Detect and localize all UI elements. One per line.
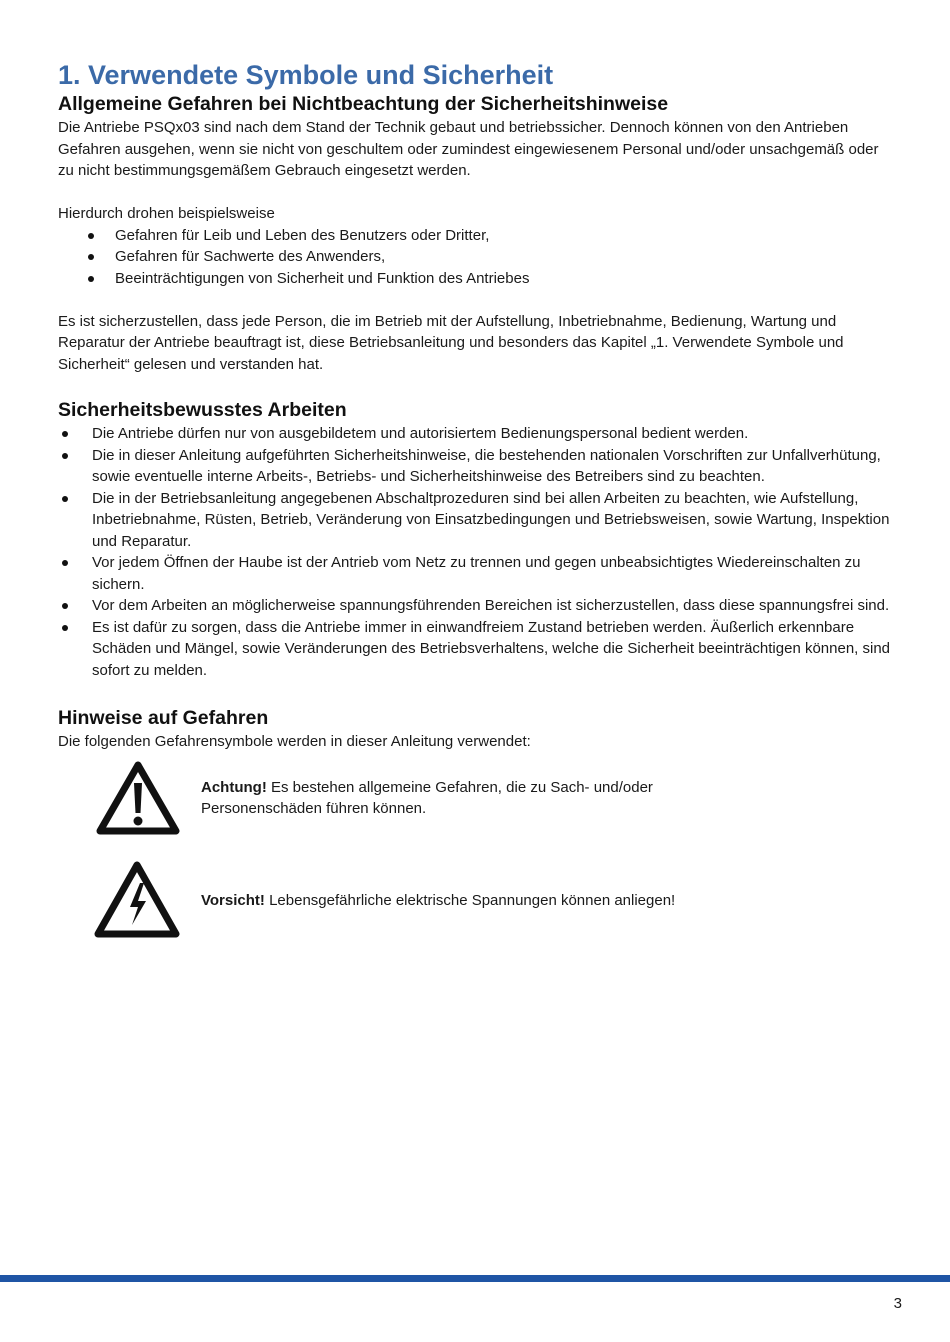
exclamation-warning-icon — [96, 761, 180, 835]
threat-list — [58, 225, 894, 290]
list-item: Gefahren für Sachwerte des Anwenders, — [58, 246, 894, 268]
hazard-label: Achtung! — [201, 778, 267, 796]
hazard-label: Vorsicht! — [201, 891, 265, 909]
list-item: Gefahren für Leib und Leben des Benutzers oder Dritter, — [58, 225, 894, 247]
list-item: Die in der Betriebsanleitung angegebenen Abschaltprozeduren sind bei allen Arbeiten zu beachten, wie Aufstellung, Inbetriebnahme, Rüsten, Betrieb, Veränderung von Einsatzbedingungen und Betriebsweisen, sowie Wartung, Inspektion und Reparatur. — [58, 488, 894, 553]
hazard-symbols — [58, 753, 894, 953]
paragraph-responsibility: Es ist sicherzustellen, dass jede Person, die im Betrieb mit der Aufstellung, Inbetriebnahme, Bedienung, Wartung und Reparatur der Antriebe beauftragt ist, diese Betriebsanleitung und besonders das Kapitel „1. Verwendete Symbole und Sicherheit“ gelesen und verstanden hat. — [58, 312, 844, 373]
high-voltage-warning-icon — [94, 861, 180, 939]
section-title-general-dangers: Allgemeine Gefahren bei Nichtbeachtung der Sicherheitshinweise — [58, 93, 669, 115]
page-content — [58, 58, 894, 953]
hazard-text-voltage — [201, 890, 721, 912]
page-number: 3 — [893, 1295, 902, 1312]
list-item: Vor dem Arbeiten an möglicherweise spannungsführenden Bereichen ist sicherzustellen, dass diese spannungsfrei sind. — [58, 595, 894, 617]
page-title: 1. Verwendete Symbole und Sicherheit — [58, 60, 554, 90]
hazard-text-warning — [201, 777, 721, 820]
list-item: Es ist dafür zu sorgen, dass die Antriebe immer in einwandfreiem Zustand betrieben werden. Äußerlich erkennbare Schäden und Mängel, sowie Veränderungen des Betriebsverhaltens, welche die Sicherheit beeinträchtigen können, sind sofort zu melden. — [58, 617, 894, 682]
footer-bar — [0, 1275, 950, 1282]
list-item: Vor jedem Öffnen der Haube ist der Antrieb vom Netz zu trennen und gegen unbeabsichtigtes Wiedereinschalten zu sichern. — [58, 552, 894, 595]
hazard-description: Lebensgefährliche elektrische Spannungen können anliegen! — [264, 891, 676, 909]
paragraph-intro: Die Antriebe PSQx03 sind nach dem Stand der Technik gebaut und betriebssicher. Dennoch können von den Antrieben Gefahren ausgehen, wenn sie nicht von geschultem oder zumindest eingewiesenem Personal und/oder unsachgemäß oder zu nicht bestimmungsgemäßem Gebrauch eingesetzt werden. — [58, 119, 879, 179]
list-item: Die in dieser Anleitung aufgeführten Sicherheitshinweise, die bestehenden nationalen Vorschriften zur Unfallverhütung, sowie eventuelle interne Arbeits-, Betriebs- und Sicherheitshinweise des Betreibers sind zu beachten. — [58, 445, 894, 488]
hazard-intro: Die folgenden Gefahrensymbole werden in dieser Anleitung verwendet: — [58, 733, 531, 750]
section-title-hazard-notes: Hinweise auf Gefahren — [58, 707, 269, 729]
paragraph-threats: Hierdurch drohen beispielsweise — [58, 205, 275, 222]
list-item: Beeinträchtigungen von Sicherheit und Funktion des Antriebes — [58, 268, 894, 290]
section-title-safe-work: Sicherheitsbewusstes Arbeiten — [58, 399, 347, 421]
hazard-description: Es bestehen allgemeine Gefahren, die zu Sach- und/oder Personenschäden führen können. — [201, 778, 653, 817]
safety-list — [58, 423, 894, 681]
list-item: Die Antriebe dürfen nur von ausgebildetem und autorisiertem Bedienungspersonal bedient werden. — [58, 423, 894, 445]
